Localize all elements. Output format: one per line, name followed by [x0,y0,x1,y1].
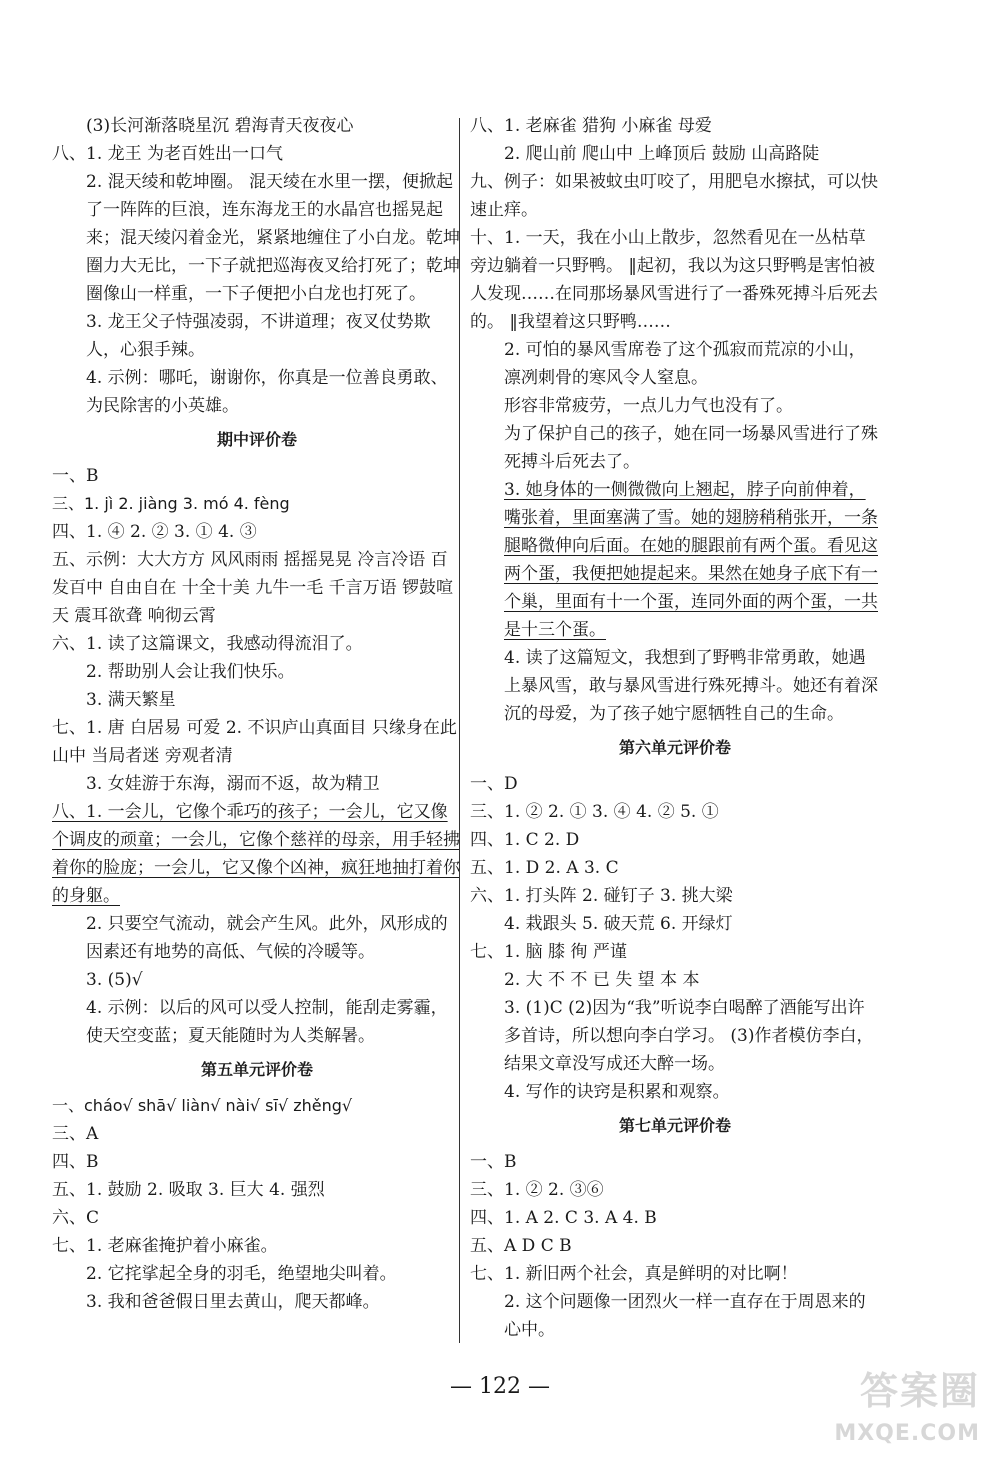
answer-line: 三、1. ② 2. ③⑥ [470,1180,604,1200]
watermark-top-text: 答案圈 [859,1369,980,1413]
answer-line: 五、A D C B [470,1236,572,1256]
answer-line: 三、1. ② 2. ① 3. ④ 4. ② 5. ① [470,802,719,822]
answer-line: 4. 示例：哪吒，谢谢你，你真是一位善良勇敢、为民除害的小英雄。 [86,368,448,416]
answer-line: 3. 她身体的一侧微微向上翘起，脖子向前伸着，嘴张着，里面塞满了雪。她的翅膀稍稍张开，一条腿略微伸向后面。在她的腿跟前有两个蛋。看见这两个蛋，我便把她提起来。果然在她身子底下有一个巢，里面有十一个蛋，连同外面的两个蛋，一共是十三个蛋。 [504,480,878,640]
answer-line: 3. (5)√ [86,970,143,990]
answer-line: 一、B [470,1152,517,1172]
answer-line: 一、B [52,466,99,486]
answer-line: 五、示例：大大方方 风风雨雨 摇摇晃晃 冷言冷语 百发百中 自由自在 十全十美 九牛一毛 千言万语 锣鼓喧天 震耳欲聋 响彻云霄 [52,550,454,626]
watermark-bottom-text: MXQE.COM [834,1421,980,1446]
right-column [470,112,880,1344]
answer-line: 三、1. jì 2. jiàng 3. mó 4. fèng [52,494,290,513]
answer-line: 十、1. 一天，我在小山上散步，忽然看见在一丛枯草旁边躺着一只野鸭。 ‖起初，我以为这只野鸭是害怕被人发现……在同那场暴风雪进行了一番殊死搏斗后死去的。 ‖我望着这只野鸭…… [470,228,878,332]
answer-line: 3. 满天繁星 [86,690,176,710]
answer-line: 2. 只要空气流动，就会产生风。此外，风形成的因素还有地势的高低、气候的冷暖等。 [86,914,448,962]
answer-line: 五、1. 鼓励 2. 吸取 3. 巨大 4. 强烈 [52,1180,325,1200]
answer-line: 2. 大 不 不 已 失 望 本 本 [504,970,700,990]
answer-line: 八、1. 龙王 为老百姓出一口气 [52,144,284,164]
answer-line: 3. 我和爸爸假日里去黄山，爬天都峰。 [86,1292,380,1312]
answer-line: 2. 这个问题像一团烈火一样一直存在于周恩来的心中。 [504,1292,866,1340]
answer-line: 九、例子：如果被蚊虫叮咬了，用肥皂水擦拭，可以快速止痒。 [470,172,878,220]
answer-line: 形容非常疲劳，一点儿力气也没有了。 [504,396,793,416]
answer-line: 2. 混天绫和乾坤圈。 混天绫在水里一摆，便掀起了一阵阵的巨浪，连东海龙王的水晶宫也摇晃起来；混天绫闪着金光，紧紧地缠住了小白龙。乾坤圈力大无比，一下子就把巡海夜叉给打死了；乾坤圈像山一样重，一下子便把小白龙也打死了。 [86,172,460,304]
answer-line: (3)长河渐落晓星沉 碧海青天夜夜心 [86,116,354,136]
answer-line: 四、1. A 2. C 3. A 4. B [470,1208,657,1228]
answer-line: 3. 龙王父子恃强凌弱，不讲道理；夜叉仗势欺人，心狠手辣。 [86,312,431,360]
answer-line: 4. 读了这篇短文，我想到了野鸭非常勇敢，她遇上暴风雪，敢与暴风雪进行殊死搏斗。她还有着深沉的母爱，为了孩子她宁愿牺牲自己的生命。 [504,648,878,724]
answer-line: 一、D [470,774,518,794]
column-divider [459,118,460,1343]
answer-line: 4. 栽跟头 5. 破天荒 6. 开绿灯 [504,914,733,934]
answer-line: 3. (1)C (2)因为“我”听说李白喝醉了酒能写出许多首诗，所以想向李白学习。 (3)作者模仿李白，结果文章没写成还大醉一场。 [504,998,874,1074]
watermark-logo [798,1360,988,1450]
answer-line: 四、B [52,1152,99,1172]
answer-line: 3. 女娃游于东海，溺而不返，故为精卫 [86,774,380,794]
page-number: — 122 — [450,1374,550,1399]
section-heading: 第五单元评价卷 [200,1060,313,1079]
answer-line: 4. 示例：以后的风可以受人控制，能刮走雾霾，使天空变蓝；夏天能随时为人类解暑。 [86,998,448,1046]
answer-line: 五、1. D 2. A 3. C [470,858,619,878]
answer-line: 4. 写作的诀窍是积累和观察。 [504,1082,730,1102]
section-heading: 第六单元评价卷 [618,738,731,757]
answer-line: 七、1. 新旧两个社会，真是鲜明的对比啊！ [470,1264,798,1284]
answer-line: 2. 可怕的暴风雪席卷了这个孤寂而荒凉的小山，凛冽刺骨的寒风令人窒息。 [504,340,866,388]
answer-line: 2. 帮助别人会让我们快乐。 [86,662,295,682]
answer-line: 六、1. 打头阵 2. 碰钉子 3. 挑大梁 [470,886,733,906]
answer-line: 四、1. C 2. D [470,830,580,850]
answer-line: 七、1. 脑 膝 徇 严谨 [470,942,627,962]
answer-line: 七、1. 老麻雀掩护着小麻雀。 [52,1236,278,1256]
answer-line: 2. 爬山前 爬山中 上峰顶后 鼓励 山高路陡 [504,144,820,164]
answer-line: 四、1. ④ 2. ② 3. ① 4. ③ [52,522,257,542]
answer-line: 2. 它挓挲起全身的羽毛，绝望地尖叫着。 [86,1264,397,1284]
section-heading: 期中评价卷 [216,430,297,449]
answer-line: 六、C [52,1208,100,1228]
left-column [52,112,462,1316]
answer-line: 八、1. 老麻雀 猎狗 小麻雀 母爱 [470,116,712,136]
answer-line: 一、cháo√ shā√ liàn√ nài√ sī√ zhěng√ [52,1096,353,1115]
answer-line: 六、1. 读了这篇课文，我感动得流泪了。 [52,634,363,654]
answer-line: 七、1. 唐 白居易 可爱 2. 不识庐山真面目 只缘身在此山中 当局者迷 旁观者清 [52,718,457,766]
answer-line: 为了保护自己的孩子，她在同一场暴风雪进行了殊死搏斗后死去了。 [504,424,878,472]
section-heading: 第七单元评价卷 [618,1116,731,1135]
answer-line: 三、A [52,1124,99,1144]
answer-line: 八、1. 一会儿，它像个乖巧的孩子；一会儿，它又像个调皮的顽童；一会儿，它像个慈祥的母亲，用手轻拂着你的脸庞；一会儿，它又像个凶神，疯狂地抽打着你的身躯。 [52,802,460,906]
